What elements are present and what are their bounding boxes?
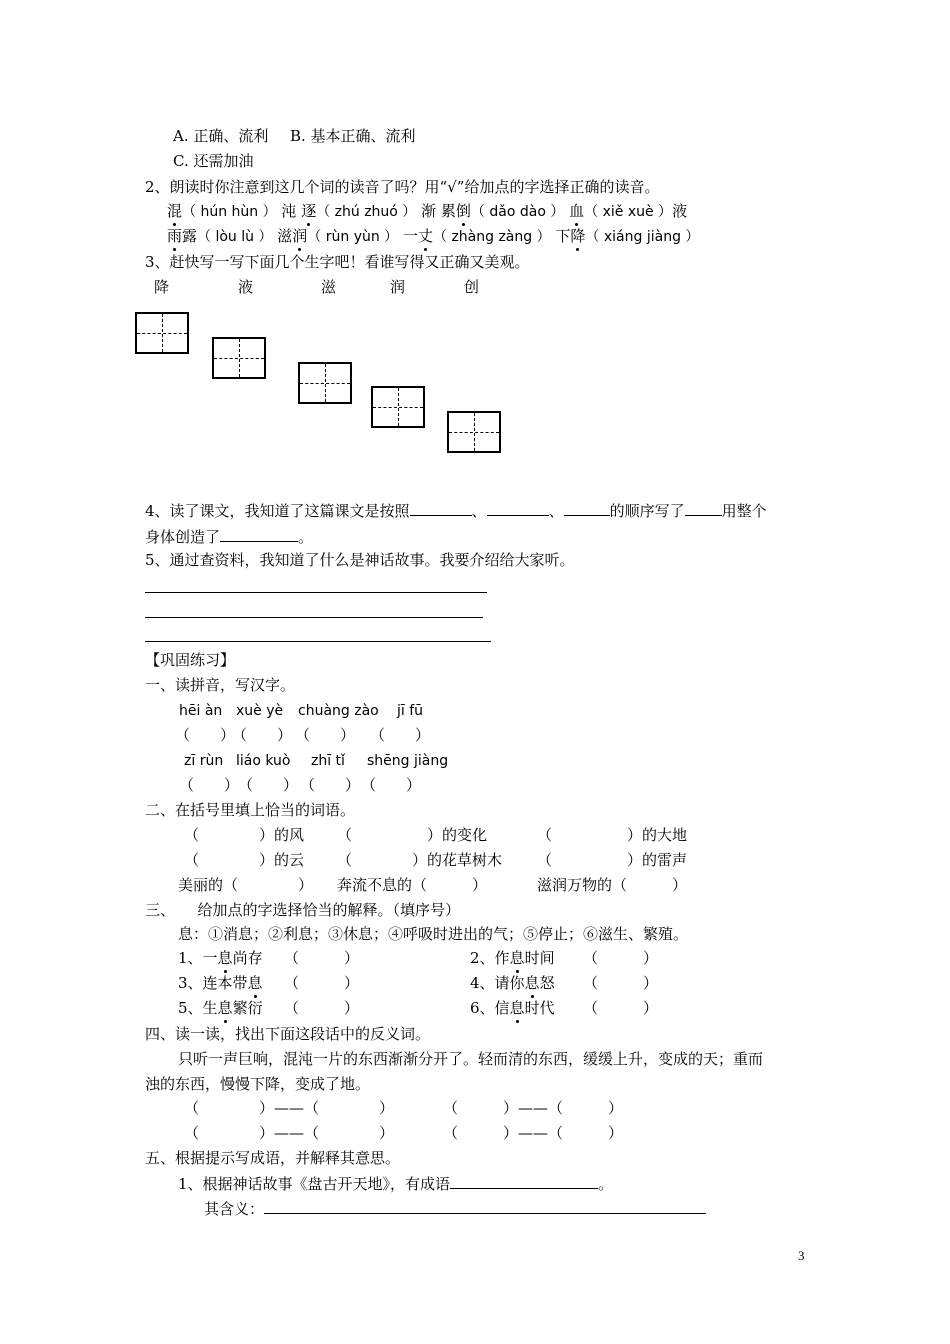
- s3-answer-4[interactable]: （ ）: [583, 974, 659, 992]
- s1-paren[interactable]: （ ）: [232, 726, 293, 744]
- char: 露: [182, 227, 198, 245]
- q2-prompt: 2、朗读时你注意到这几个词的读音了吗？用“√”给加点的字选择正确的读音。: [145, 178, 660, 196]
- s1-pinyin-1: hēi àn: [179, 703, 223, 719]
- char: 沌: [281, 202, 297, 220]
- s4-paragraph-2: 浊的东西，慢慢下降，变成了地。: [145, 1075, 371, 1093]
- s1-paren[interactable]: （ ）: [361, 776, 422, 794]
- char: 倒: [455, 202, 471, 220]
- s2-item: 美丽的（ ）: [178, 876, 314, 894]
- s1-paren[interactable]: （ ）: [300, 776, 361, 794]
- s4-paragraph-1: 只听一声巨响，混沌一片的东西渐渐分开了。轻而清的东西，缓缓上升，变成的天；重而: [178, 1050, 764, 1068]
- q4-text: 4、读了课文，我知道了这篇课文是按照: [145, 502, 410, 520]
- option-b: B. 基本正确、流利: [289, 127, 416, 145]
- s4-title: 四、读一读，找出下面这段话中的反义词。: [145, 1025, 431, 1043]
- q2-row1: [167, 201, 687, 222]
- q3-char-5: 创: [464, 278, 480, 296]
- writing-grid-2[interactable]: [212, 337, 266, 379]
- s2-item: （ ）的变化: [337, 826, 488, 844]
- pinyin-choice: （ hún hùn ）: [182, 204, 277, 220]
- s3-item-4: [470, 973, 555, 993]
- s2-item: （ ）的风: [184, 826, 305, 844]
- char: 逐: [301, 202, 317, 220]
- s5-meaning-label: 其含义：: [204, 1200, 265, 1218]
- pinyin-choice: （ xiě xuè ）: [584, 204, 673, 220]
- s3-item-2: [470, 948, 555, 968]
- idiom-blank[interactable]: [450, 1173, 598, 1189]
- char: 丈: [417, 227, 433, 245]
- q4-line2: [145, 526, 313, 547]
- pinyin-choice: （ dǎo dào ）: [470, 204, 565, 220]
- pinyin-choice: （ lòu lù ）: [197, 229, 273, 245]
- char: 滋: [277, 227, 293, 245]
- s4-pair[interactable]: （ ）——（ ）: [184, 1099, 395, 1117]
- q4-sep: 、: [471, 502, 487, 520]
- s5-text: 。: [598, 1175, 614, 1193]
- pinyin-choice: （ rùn yùn ）: [307, 229, 399, 245]
- char: 液: [672, 202, 688, 220]
- s5-title: 五、根据提示写成语，并解释其意思。: [145, 1149, 401, 1167]
- char: 血: [569, 202, 585, 220]
- answer-blank[interactable]: [410, 500, 472, 516]
- s3-answer-1[interactable]: （ ）: [284, 949, 360, 967]
- s1-paren[interactable]: （ ）: [370, 726, 431, 744]
- char: 雨: [167, 227, 183, 245]
- q3-char-2: 液: [238, 278, 254, 296]
- s2-item: 奔流不息的（ ）: [337, 876, 488, 894]
- answer-blank[interactable]: [685, 500, 722, 516]
- s3-answer-5[interactable]: （ ）: [284, 999, 360, 1017]
- s1-title: 一、读拼音，写汉字。: [145, 676, 296, 694]
- q4-line1: [145, 500, 767, 521]
- answer-blank[interactable]: [564, 500, 610, 516]
- s3-text: 时间: [524, 949, 555, 967]
- s3-answer-3[interactable]: （ ）: [284, 974, 360, 992]
- s2-item: （ ）的雷声: [537, 851, 688, 869]
- pinyin-choice: （ xiáng jiàng ）: [585, 229, 700, 245]
- option-a: A. 正确、流利: [173, 127, 269, 145]
- s3-dotted: 息: [524, 974, 540, 992]
- s3-title: 三、 给加点的字选择恰当的解释。（填序号）: [145, 901, 461, 919]
- s3-text: 1、一: [178, 949, 218, 967]
- s2-item: （ ）的花草树木: [337, 851, 503, 869]
- s1-pinyin-2: xuè yè: [236, 703, 284, 719]
- option-c: C. 还需加油: [173, 152, 254, 170]
- s1-pinyin-7: zhī tǐ: [311, 753, 345, 769]
- char: 渐: [421, 202, 437, 220]
- s1-pinyin-4: jī fū: [397, 703, 424, 719]
- char: 混: [167, 202, 183, 220]
- s2-title: 二、在括号里填上恰当的词语。: [145, 801, 356, 819]
- writing-grid-4[interactable]: [371, 386, 425, 428]
- answer-line[interactable]: [145, 617, 483, 618]
- s3-answer-6[interactable]: （ ）: [583, 999, 659, 1017]
- s1-pinyin-3: chuàng zào: [298, 703, 379, 719]
- s2-item: 滋润万物的（ ）: [537, 876, 688, 894]
- s1-pinyin-6: liáo kuò: [236, 753, 291, 769]
- s4-pair[interactable]: （ ）——（ ）: [443, 1099, 624, 1117]
- pinyin-choice: （ zhú zhuó ）: [316, 204, 417, 220]
- s3-text: 5、生: [178, 999, 218, 1017]
- s3-text: 3、连本带: [178, 974, 248, 992]
- s3-text: 2、作: [470, 949, 510, 967]
- s1-paren[interactable]: （ ）: [238, 776, 299, 794]
- char: 累: [440, 202, 456, 220]
- s2-item: （ ）的大地: [537, 826, 688, 844]
- s3-text: 尚存: [232, 949, 263, 967]
- s1-paren[interactable]: （ ）: [179, 776, 240, 794]
- char: 润: [292, 227, 308, 245]
- q5-prompt: 5、通过查资料，我知道了什么是神话故事。我要介绍给大家听。: [145, 551, 575, 569]
- q4-text: 用整个: [721, 502, 767, 520]
- s1-pinyin-5: zī rùn: [184, 753, 224, 769]
- answer-blank[interactable]: [220, 526, 298, 542]
- pinyin-choice: （ zhàng zàng ）: [433, 229, 551, 245]
- char: 一: [402, 227, 418, 245]
- s3-text: 4、请你: [470, 974, 525, 992]
- s4-pair[interactable]: （ ）——（ ）: [443, 1124, 624, 1142]
- s3-item-6: [470, 998, 555, 1018]
- writing-grid-1[interactable]: [135, 312, 189, 354]
- q4-sep: 、: [548, 502, 564, 520]
- q4-text: 的顺序写了: [609, 502, 685, 520]
- char: 下: [555, 227, 571, 245]
- page-number: 3: [798, 1248, 805, 1263]
- q3-char-3: 滋: [321, 278, 337, 296]
- s3-text: 6、信: [470, 999, 510, 1017]
- q4-text: 身体创造了: [145, 528, 221, 546]
- s2-item: （ ）的云: [184, 851, 305, 869]
- practice-heading: 【巩固练习】: [145, 651, 236, 669]
- s3-dotted: 息: [217, 949, 233, 967]
- answer-line[interactable]: [145, 592, 487, 593]
- s5-item-1: [178, 1173, 613, 1194]
- q3-char-1: 降: [154, 278, 170, 296]
- s3-text: 时代: [524, 999, 555, 1017]
- s3-answer-2[interactable]: （ ）: [583, 949, 659, 967]
- char: 降: [570, 227, 586, 245]
- s1-pinyin-8: shēng jiàng: [367, 753, 449, 769]
- s3-dotted: 息: [247, 974, 263, 992]
- s3-item-5: [178, 998, 263, 1018]
- s3-dotted: 息: [217, 999, 233, 1017]
- s4-pair[interactable]: （ ）——（ ）: [184, 1124, 395, 1142]
- s5-meaning: [204, 1198, 706, 1219]
- q2-row2: [167, 226, 699, 247]
- q4-text: 。: [298, 528, 314, 546]
- writing-grid-3[interactable]: [298, 362, 352, 404]
- s3-item-1: [178, 948, 263, 968]
- q3-prompt: 3、赶快写一写下面几个生字吧！看谁写得又正确又美观。: [145, 253, 530, 271]
- s1-paren[interactable]: （ ）: [295, 726, 356, 744]
- s3-item-3: [178, 973, 263, 993]
- q3-char-4: 润: [390, 278, 406, 296]
- s3-definitions: 息：①消息；②利息；③休息；④呼吸时进出的气；⑤停止；⑥滋生、繁殖。: [178, 925, 689, 943]
- s3-text: 怒: [539, 974, 555, 992]
- writing-grid-5[interactable]: [447, 411, 501, 453]
- s3-dotted: 息: [509, 999, 525, 1017]
- answer-blank[interactable]: [487, 500, 549, 516]
- meaning-blank[interactable]: [264, 1198, 706, 1214]
- s5-text: 1、根据神话故事《盘古开天地》，有成语: [178, 1175, 451, 1193]
- answer-line[interactable]: [145, 641, 491, 642]
- s3-dotted: 息: [509, 949, 525, 967]
- s1-paren[interactable]: （ ）: [175, 726, 236, 744]
- s3-text: 繁衍: [232, 999, 263, 1017]
